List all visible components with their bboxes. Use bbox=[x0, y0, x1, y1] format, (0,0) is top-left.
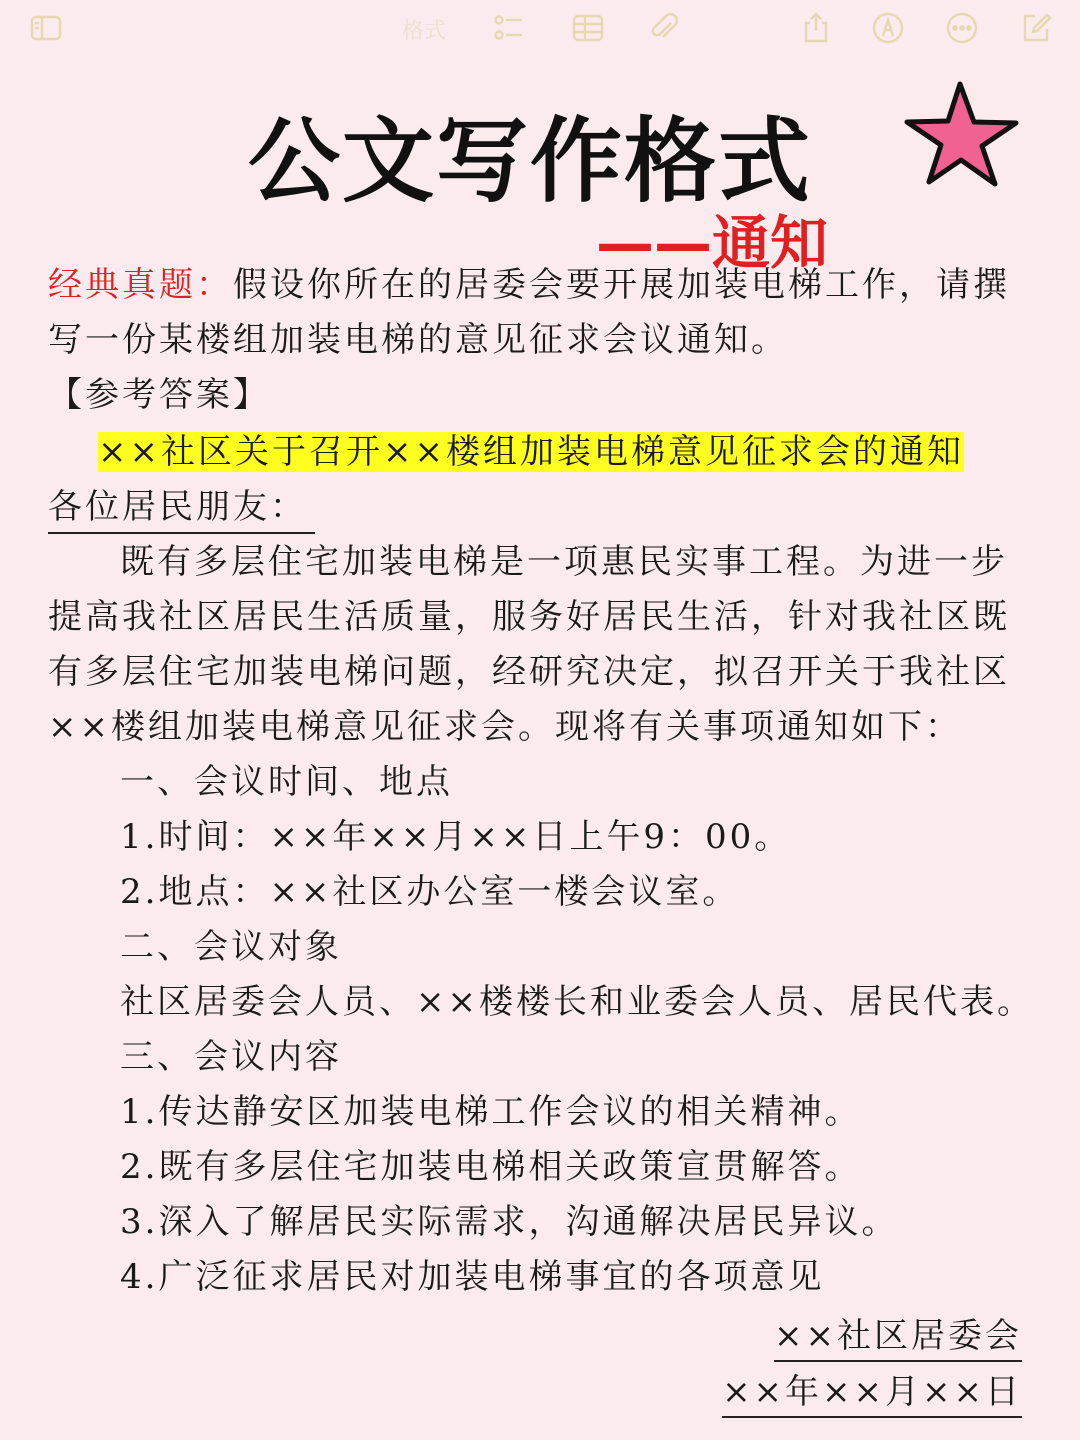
section-3-heading: 三、会议内容 bbox=[120, 1037, 342, 1077]
question-label: 经典真题： bbox=[48, 265, 233, 305]
section-3-item: 2.既有多层住宅加装电梯相关政策宣贯解答。 bbox=[120, 1147, 862, 1187]
more-icon[interactable] bbox=[942, 10, 982, 46]
checklist-icon[interactable] bbox=[488, 10, 528, 46]
table-icon[interactable] bbox=[568, 10, 608, 46]
question-text: 假设你所在的居委会要开展加装电梯工作，请撰写一份某楼组加装电梯的意见征求会议通知。 bbox=[48, 265, 1010, 360]
section-3-item: 4.广泛征求居民对加装电梯事宜的各项意见 bbox=[120, 1257, 825, 1297]
notice-title-line bbox=[48, 425, 1038, 480]
question-paragraph bbox=[48, 258, 1038, 368]
section-2-heading: 二、会议对象 bbox=[120, 927, 342, 967]
answer-label: 【参考答案】 bbox=[48, 375, 270, 415]
document-body bbox=[48, 258, 1038, 1305]
section-3-item: 1.传达静安区加装电梯工作会议的相关精神。 bbox=[120, 1092, 862, 1132]
greeting-line bbox=[48, 480, 1038, 535]
section-3-item: 3.深入了解居民实际需求，沟通解决居民异议。 bbox=[120, 1202, 899, 1242]
format-button[interactable]: 格式 bbox=[402, 19, 447, 44]
star-icon bbox=[903, 78, 1023, 188]
intro-paragraph: 既有多层住宅加装电梯是一项惠民实事工程。为进一步提高我社区居民生活质量，服务好居民生活，针对我社区既有多层住宅加装电梯问题，经研究决定，拟召开关于我社区××楼组加装电梯意见征求会。现将有关事项通知如下： bbox=[48, 542, 1010, 747]
page-title: 公文写作格式 bbox=[247, 108, 812, 215]
signature-org: ××社区居委会 bbox=[774, 1312, 1022, 1362]
section-1-time: 1.时间：××年××月××日上午9：00。 bbox=[120, 817, 792, 857]
signature-date: ××年××月××日 bbox=[722, 1368, 1022, 1418]
notice-title: ××社区关于召开××楼组加装电梯意见征求会的通知 bbox=[98, 432, 964, 472]
markup-icon[interactable] bbox=[868, 10, 908, 46]
toolbar bbox=[0, 0, 1080, 56]
section-2-text: 社区居委会人员、××楼楼长和业委会人员、居民代表。 bbox=[120, 982, 1034, 1022]
compose-icon[interactable] bbox=[1016, 10, 1056, 46]
greeting: 各位居民朋友： bbox=[48, 482, 315, 534]
section-1-place: 2.地点：××社区办公室一楼会议室。 bbox=[120, 872, 740, 912]
subtitle: ——通知 bbox=[596, 209, 829, 277]
section-1-heading: 一、会议时间、地点 bbox=[120, 762, 453, 802]
sidebar-icon[interactable] bbox=[26, 10, 66, 46]
share-icon[interactable] bbox=[796, 10, 836, 46]
attachment-icon[interactable] bbox=[644, 10, 684, 46]
